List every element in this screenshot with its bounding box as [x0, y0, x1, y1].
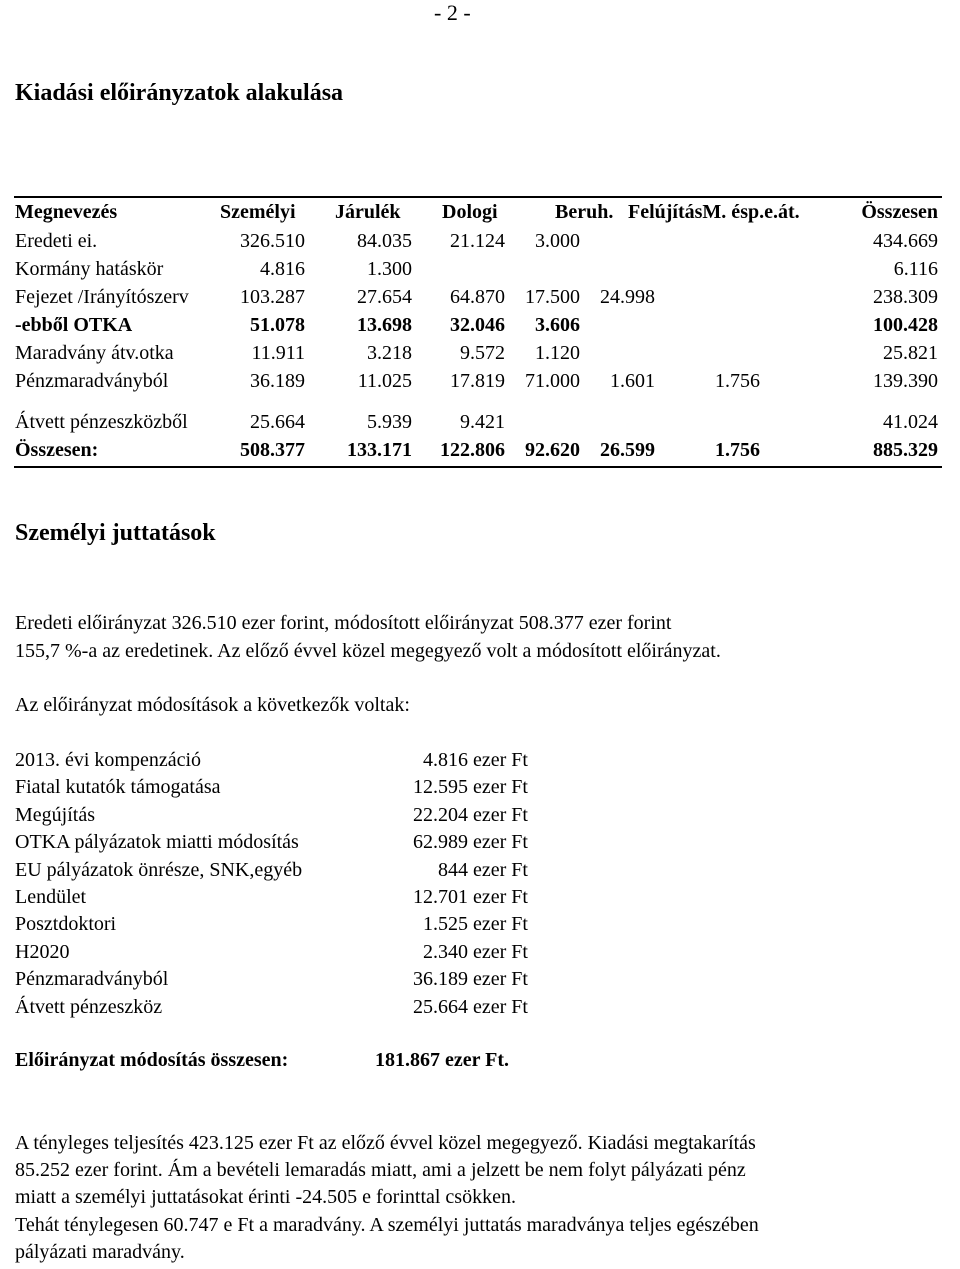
- table-cell: 11.911: [251, 342, 305, 364]
- list-item-value: 25.664 ezer Ft: [413, 995, 528, 1018]
- paragraph-line: A tényleges teljesítés 423.125 ezer Ft az előző évvel közel megegyező. Kiadási megtakarítás: [15, 1132, 756, 1154]
- table-cell: 1.601: [610, 370, 655, 392]
- table-cell: 17.500: [525, 286, 580, 308]
- table-header: Összesen: [861, 201, 938, 223]
- list-intro: Az előirányzat módosítások a következők voltak:: [15, 694, 410, 716]
- table-cell: 17.819: [450, 370, 505, 392]
- list-item-label: Lendület: [15, 886, 87, 908]
- table-row-label: Maradvány átv.otka: [15, 342, 174, 364]
- list-item-label: Fiatal kutatók támogatása: [15, 776, 221, 799]
- table-row-label: -ebből OTKA: [15, 314, 133, 336]
- table-header: Megnevezés: [15, 201, 118, 223]
- table-cell: 32.046: [450, 314, 505, 336]
- table-cell: 3.606: [535, 314, 580, 336]
- table-cell: 238.309: [873, 286, 938, 308]
- table-cell: 139.390: [873, 370, 938, 392]
- table-cell: 71.000: [525, 370, 580, 392]
- table-row-label: Eredeti ei.: [15, 230, 98, 252]
- table-cell: 434.669: [873, 230, 938, 252]
- table-cell: 122.806: [440, 439, 505, 461]
- table-cell: 4.816: [260, 258, 305, 280]
- list-item-value: 22.204 ezer Ft: [413, 803, 528, 826]
- list-item-label: Megújítás: [15, 803, 95, 826]
- table-cell: 84.035: [357, 230, 412, 252]
- table-cell: 1.756: [715, 370, 760, 392]
- total-label: Előirányzat módosítás összesen:: [15, 1049, 289, 1071]
- table-row-label: Pénzmaradványból: [15, 370, 169, 392]
- list-item-value: 2.340 ezer Ft: [423, 940, 528, 963]
- list-item-label: EU pályázatok önrésze, SNK,egyéb: [15, 858, 303, 881]
- table-cell: 9.572: [460, 342, 505, 364]
- table-cell: 27.654: [357, 286, 412, 308]
- table-cell: 36.189: [250, 370, 305, 392]
- table-cell: 11.025: [357, 370, 412, 392]
- table-cell: 133.171: [347, 439, 412, 461]
- list-item-label: Posztdoktori: [15, 913, 117, 936]
- table-cell: 6.116: [893, 258, 938, 280]
- table-row-label: Fejezet /Irányítószerv: [15, 286, 189, 308]
- table-cell: 24.998: [600, 286, 655, 308]
- table-cell: 885.329: [873, 439, 938, 461]
- paragraph-line: 85.252 ezer forint. Ám a bevételi lemaradás miatt, ami a jelzett be nem folyt pályázati pénz: [15, 1159, 746, 1182]
- table-cell: 5.939: [367, 411, 412, 433]
- table-cell: 13.698: [357, 314, 412, 336]
- table-cell: 9.421: [460, 411, 505, 433]
- table-cell: 26.599: [600, 439, 655, 461]
- total-value: 181.867 ezer Ft.: [375, 1049, 510, 1071]
- table-header: FelújításM. ésp.e.át.: [628, 201, 800, 223]
- list-item-value: 1.525 ezer Ft: [423, 913, 528, 936]
- table-cell: 1.300: [367, 258, 412, 280]
- table-cell: 1.120: [535, 342, 580, 364]
- table-cell: 41.024: [883, 411, 938, 433]
- table-cell: 3.000: [535, 230, 580, 252]
- table-cell: 92.620: [525, 439, 580, 461]
- table-cell: 64.870: [450, 286, 505, 308]
- table-cell: 1.756: [715, 439, 760, 461]
- table-cell: 3.218: [367, 342, 412, 364]
- paragraph-line: Tehát ténylegesen 60.747 e Ft a maradvány. A személyi juttatás maradványa teljes egészében: [15, 1213, 759, 1236]
- list-item-value: 12.595 ezer Ft: [413, 776, 528, 799]
- table-cell: 103.287: [240, 286, 305, 308]
- list-item-label: Pénzmaradványból: [15, 968, 169, 991]
- list-item-label: Átvett pénzeszköz: [15, 995, 163, 1018]
- list-item-label: 2013. évi kompenzáció: [15, 749, 202, 771]
- list-item-value: 12.701 ezer Ft: [413, 886, 528, 908]
- list-item-value: 62.989 ezer Ft: [413, 831, 528, 854]
- list-item-value: 4.816 ezer Ft: [423, 749, 528, 771]
- paragraph-line: pályázati maradvány.: [15, 1240, 185, 1263]
- paragraph-line: miatt a személyi juttatásokat érinti -24.505 e forinttal csökken.: [15, 1186, 516, 1209]
- list-item-label: OTKA pályázatok miatti módosítás: [15, 831, 299, 854]
- list-item-value: 844 ezer Ft: [438, 858, 528, 881]
- table-header: Járulék: [335, 201, 401, 223]
- paragraph-line: Eredeti előirányzat 326.510 ezer forint, módosított előirányzat 508.377 ezer forint: [15, 612, 672, 634]
- table-cell: 100.428: [873, 314, 938, 336]
- table-cell: 508.377: [240, 439, 305, 461]
- page-number: - 2 -: [434, 0, 471, 25]
- list-item-label: H2020: [15, 940, 70, 963]
- table-row-label: Kormány hatáskör: [15, 258, 164, 280]
- table-header: Beruh.: [555, 201, 614, 223]
- table-cell: 51.078: [250, 314, 305, 336]
- table-cell: 25.664: [250, 411, 305, 433]
- table-cell: 25.821: [883, 342, 938, 364]
- table-header: Dologi: [442, 201, 498, 223]
- page-title: Kiadási előirányzatok alakulása: [15, 80, 344, 106]
- table-cell: 21.124: [450, 230, 505, 252]
- table-bottom-border: [14, 466, 942, 468]
- table-cell: 326.510: [240, 230, 305, 252]
- table-row-label: Átvett pénzeszközből: [15, 411, 188, 433]
- table-header: Személyi: [220, 201, 296, 223]
- paragraph-line: 155,7 %-a az eredetinek. Az előző évvel közel megegyező volt a módosított előirányzat.: [15, 640, 721, 662]
- list-item-value: 36.189 ezer Ft: [413, 968, 528, 991]
- section-title: Személyi juttatások: [15, 520, 216, 546]
- table-row-label: Összesen:: [15, 439, 99, 461]
